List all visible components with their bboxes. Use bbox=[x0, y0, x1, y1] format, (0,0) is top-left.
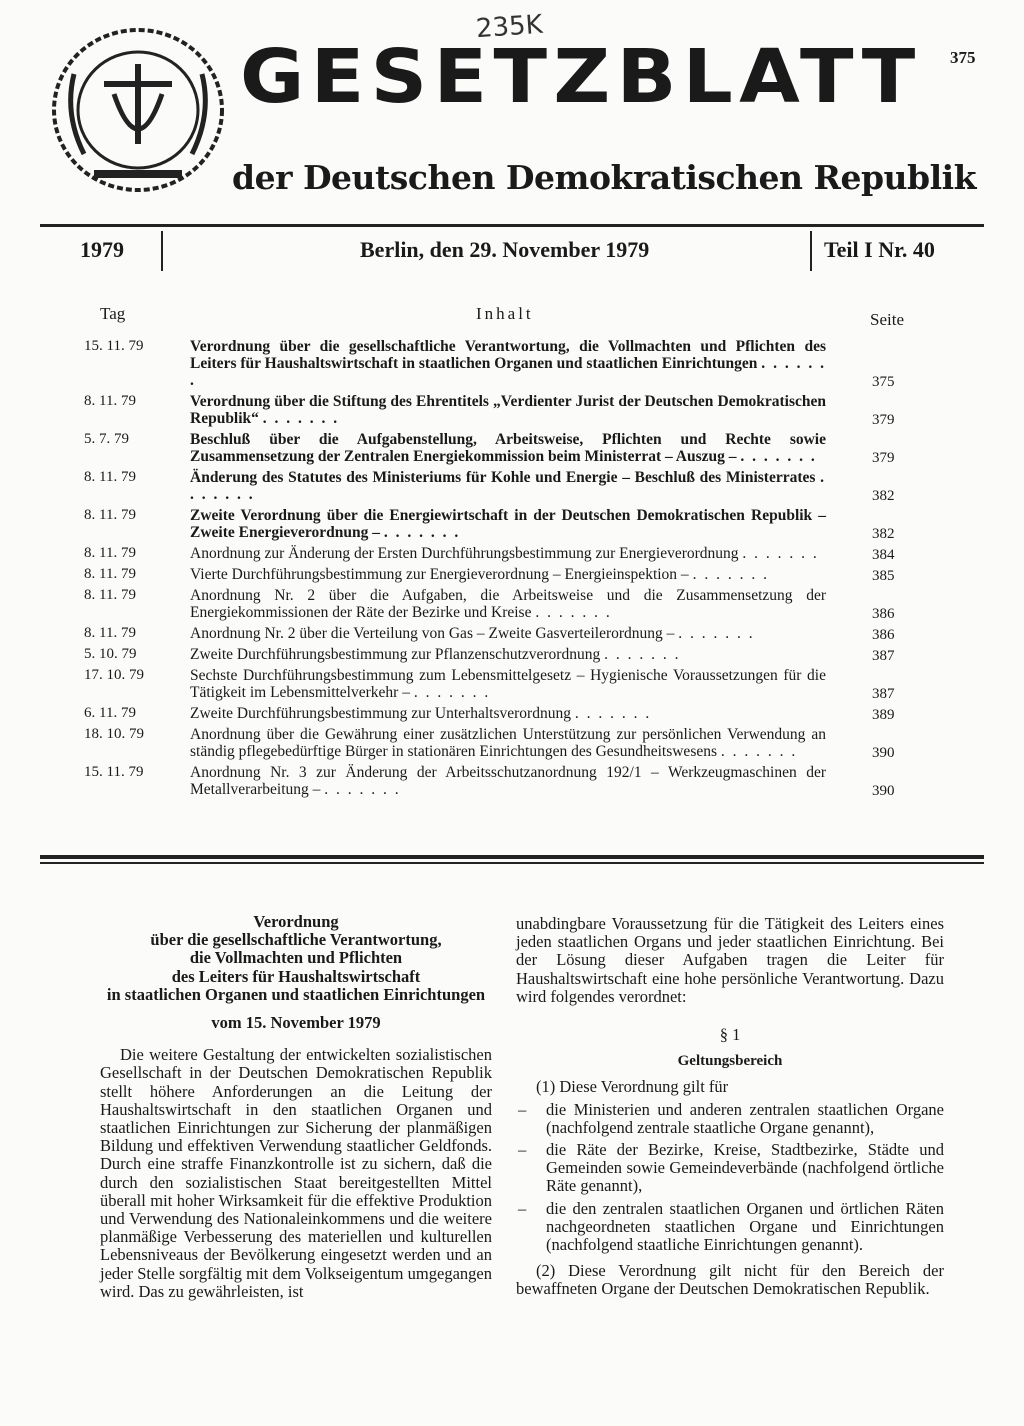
toc-entry-title: Anordnung über die Gewährung einer zusätzlichen Unterstützung zur persönlichen Verwendung an ständig pflegebedürftige Bürger in stationären Einrichtungen des Gesundheitswesens . . . . . . . bbox=[190, 726, 826, 760]
toc-entry-page: 379 bbox=[872, 412, 895, 428]
page-number: 375 bbox=[950, 48, 976, 67]
article-heading bbox=[100, 913, 492, 1004]
toc-entry-date: 15. 11. 79 bbox=[84, 338, 144, 354]
toc-entry-title: Anordnung Nr. 2 über die Verteilung von Gas – Zweite Gasverteilerordnung – . . . . . . . bbox=[190, 625, 755, 642]
article-continuation: unabdingbare Voraussetzung für die Tätigkeit des Leiters eines jeden staatlichen Organs und jeder staatlichen Einrichtung. Bei der Lösung dieser Aufgaben tragen die Leiter für Haushaltswirtschaft eine hohe persönliche Verantwortung. Dazu wird folgendes verordnet: bbox=[516, 914, 944, 1006]
section-title: Geltungsbereich bbox=[677, 1053, 783, 1070]
paragraph-2: (2) Diese Verordnung gilt nicht für den Bereich der bewaffneten Organe der Deutschen Demokratischen Republik. bbox=[516, 1261, 944, 1299]
table-of-contents bbox=[40, 338, 984, 802]
handwritten-note: 235K bbox=[475, 9, 544, 45]
article-intro: Die weitere Gestaltung der entwickelten sozialistischen Gesellschaft in der Deutschen Demokratischen Republik stellt höhere Anforderungen an die Leitung der Haushaltswirtschaft in den staatlichen Organen und staatlichen Einrichtungen zur Sicherung der planmäßigen Bildung und effektiven Verwendung staatlicher Geldfonds. Durch eine straffe Finanzkontrolle ist zu sichern, daß die durch den sozialistischen Staat bereitgestellten Mittel überall mit hoher Wirksamkeit für die effektive Produktion und Verwendung des Nationaleinkommens und die weitere planmäßige Verbesserung des materiellen und kulturellen Lebensniveaus der Bevölkerung eingesetzt werden und an jeder Stelle sorgfältig mit dem Volkseigentum umgegangen wird. Das zu gewährleisten, ist bbox=[100, 1045, 492, 1301]
toc-entry-title: Sechste Durchführungsbestimmung zum Lebensmittelgesetz – Hygienische Voraussetzungen für die Tätigkeit im Lebensmittelverkehr – . . . . . . . bbox=[190, 667, 826, 701]
toc-entry bbox=[40, 545, 984, 562]
band-separator bbox=[810, 231, 812, 271]
heading-line: in staatlichen Organen und staatlichen Einrichtungen bbox=[106, 984, 486, 1004]
toc-entry-page: 386 bbox=[872, 606, 895, 622]
toc-entry bbox=[40, 393, 984, 427]
heading-line: über die gesellschaftliche Verantwortung, bbox=[150, 930, 442, 950]
toc-entry bbox=[40, 625, 984, 642]
scope-list bbox=[516, 1101, 944, 1255]
toc-entry-date: 8. 11. 79 bbox=[84, 393, 136, 409]
article-left-column bbox=[100, 913, 492, 1301]
issue-date: Berlin, den 29. November 1979 bbox=[360, 237, 650, 262]
toc-entry-date: 5. 10. 79 bbox=[84, 646, 137, 662]
toc-entry-date: 8. 11. 79 bbox=[84, 587, 136, 603]
toc-entry-page: 382 bbox=[872, 488, 895, 504]
toc-entry bbox=[40, 566, 984, 583]
toc-entry-page: 379 bbox=[872, 450, 895, 466]
toc-entry bbox=[40, 338, 984, 389]
issue-year: 1979 bbox=[80, 237, 124, 262]
toc-entry-title: Zweite Verordnung über die Energiewirtschaft in der Deutschen Demokratischen Republik – Zweite Energieverordnung – . . . . . . . bbox=[190, 507, 826, 541]
toc-entry-date: 8. 11. 79 bbox=[84, 625, 136, 641]
toc-header-date: Tag bbox=[100, 304, 126, 323]
toc-entry bbox=[40, 507, 984, 541]
band-separator bbox=[161, 231, 163, 271]
toc-header-page: Seite bbox=[870, 310, 904, 329]
toc-entry-title: Änderung des Statutes des Ministeriums für Kohle und Energie – Beschluß des Ministerrates . . . . . . . bbox=[190, 469, 827, 503]
toc-entry-title: Anordnung Nr. 3 zur Änderung der Arbeitsschutzanordnung 192/1 – Werkzeugmaschinen der Metallverarbeitung – . . . . . . . bbox=[190, 764, 826, 798]
heading-line: die Vollmachten und Pflichten bbox=[189, 948, 403, 968]
list-item: – die Ministerien und anderen zentralen staatlichen Organe (nachfolgend zentrale staatliche Organe genannt), bbox=[518, 1099, 944, 1137]
toc-entry-date: 8. 11. 79 bbox=[84, 507, 136, 523]
list-item: – die Räte der Bezirke, Kreise, Stadtbezirke, Städte und Gemeinden sowie Gemeindeverbände (nachfolgend örtliche Räte genannt), bbox=[518, 1140, 944, 1196]
toc-entry-page: 387 bbox=[872, 686, 895, 702]
masthead-title: GESETZBLATT bbox=[240, 34, 922, 120]
toc-entry bbox=[40, 587, 984, 621]
toc-entry-title: Anordnung Nr. 2 über die Aufgaben, die Arbeitsweise und die Zusammensetzung der Energiekommissionen der Räte der Bezirke und Kreise . . . . . . . bbox=[190, 587, 826, 621]
toc-entry-page: 382 bbox=[872, 526, 895, 542]
toc-entry bbox=[40, 764, 984, 798]
article-date: vom 15. November 1979 bbox=[211, 1013, 381, 1033]
toc-entry bbox=[40, 431, 984, 465]
toc-entry-title: Vierte Durchführungsbestimmung zur Energieverordnung – Energieinspektion – . . . . . . . bbox=[190, 566, 769, 583]
toc-entry-date: 15. 11. 79 bbox=[84, 764, 144, 780]
toc-entry bbox=[40, 726, 984, 760]
toc-entry-title: Zweite Durchführungsbestimmung zur Unterhaltsverordnung . . . . . . . bbox=[190, 705, 652, 722]
toc-entry-page: 386 bbox=[872, 627, 895, 643]
dash-marker: – bbox=[518, 1099, 527, 1119]
toc-header-contents: Inhalt bbox=[476, 304, 534, 323]
section-number: § 1 bbox=[719, 1025, 741, 1045]
paragraph-1: (1) Diese Verordnung gilt für bbox=[536, 1077, 729, 1097]
dash-marker: – bbox=[518, 1198, 527, 1218]
list-item: – die den zentralen staatlichen Organen und örtlichen Räten nachgeordneten staatlichen Organe und Einrichtungen (nachfolgend staatliche Einrichtungen genannt). bbox=[518, 1198, 944, 1255]
toc-entry-page: 390 bbox=[872, 783, 895, 799]
heading-line: des Leiters für Haushaltswirtschaft bbox=[171, 966, 421, 986]
toc-entry-page: 387 bbox=[872, 648, 895, 664]
toc-entry-page: 390 bbox=[872, 745, 895, 761]
dash-marker: – bbox=[518, 1140, 527, 1160]
issue-part: Teil I Nr. 40 bbox=[824, 237, 935, 262]
toc-entry-title: Zweite Durchführungsbestimmung zur Pflanzenschutzverordnung . . . . . . . bbox=[190, 646, 681, 663]
toc-entry bbox=[40, 705, 984, 722]
issue-band bbox=[40, 224, 984, 273]
toc-entry-date: 6. 11. 79 bbox=[84, 705, 136, 721]
toc-entry-title: Beschluß über die Aufgabenstellung, Arbeitsweise, Pflichten und Rechte sowie Zusammensetzung der Zentralen Energiekommission beim Ministerrat – Auszug – . . . . . . . bbox=[190, 431, 826, 465]
toc-entry-page: 389 bbox=[872, 707, 895, 723]
toc-entry-date: 8. 11. 79 bbox=[84, 469, 136, 485]
masthead-subtitle: der Deutschen Demokratischen Republik bbox=[232, 158, 977, 197]
divider bbox=[40, 862, 984, 864]
toc-entry-title: Anordnung zur Änderung der Ersten Durchführungsbestimmung zur Energieverordnung . . . . . . . bbox=[190, 545, 819, 562]
toc-entry bbox=[40, 646, 984, 663]
toc-entry-date: 8. 11. 79 bbox=[84, 566, 136, 582]
toc-entry-date: 5. 7. 79 bbox=[84, 431, 129, 447]
divider bbox=[40, 855, 984, 859]
toc-entry bbox=[40, 667, 984, 701]
toc-entry-page: 375 bbox=[872, 374, 895, 390]
toc-entry-date: 18. 10. 79 bbox=[84, 726, 144, 742]
toc-entry-date: 8. 11. 79 bbox=[84, 545, 136, 561]
toc-entry-date: 17. 10. 79 bbox=[84, 667, 144, 683]
state-emblem bbox=[44, 24, 232, 196]
toc-entry-title: Verordnung über die gesellschaftliche Verantwortung, die Vollmachten und Pflichten des Leiters für Haushaltswirtschaft in staatlichen Organen und staatlichen Einrichtungen . . . . . . . bbox=[190, 338, 827, 389]
toc-entry-page: 384 bbox=[872, 547, 895, 563]
heading-line: Verordnung bbox=[253, 912, 339, 931]
toc-entry-page: 385 bbox=[872, 568, 895, 584]
toc-entry-title: Verordnung über die Stiftung des Ehrentitels „Verdienter Jurist der Deutschen Demokratischen Republik“ . . . . . . . bbox=[190, 393, 826, 427]
toc-entry bbox=[40, 469, 984, 503]
article-right-column bbox=[516, 915, 944, 1299]
